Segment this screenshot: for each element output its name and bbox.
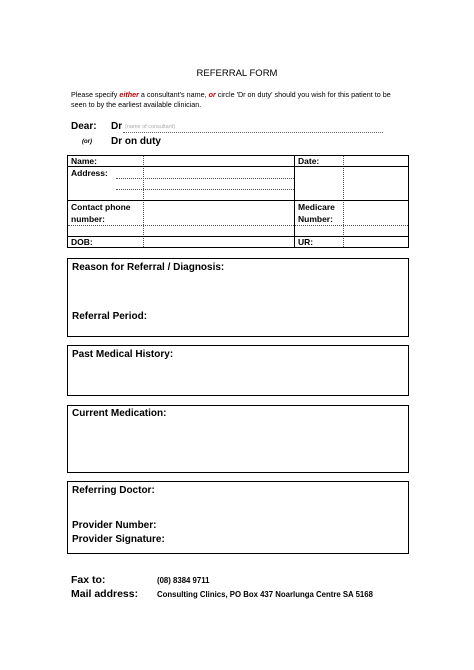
row-divider — [68, 225, 408, 226]
medication-section[interactable] — [67, 405, 409, 473]
contact-label-line1: Contact phone — [71, 202, 131, 212]
referral-period-label: Referral Period: — [72, 311, 148, 322]
reason-label: Reason for Referral / Diagnosis: — [72, 262, 225, 273]
mail-address: Consulting Clinics, PO Box 437 Noarlunga Centre SA 5168 — [157, 590, 373, 599]
past-history-section[interactable] — [67, 345, 409, 396]
address-label: Address: — [71, 168, 108, 178]
instruction-text-2: a consultant's name, — [138, 90, 209, 99]
mail-label: Mail address: — [71, 588, 139, 600]
row-divider — [68, 236, 408, 237]
medicare-label-line2: Number: — [298, 214, 333, 224]
instruction-text-3: circle 'Dr on duty' should you wish for this patient to be seen to by the earliest available clinician. — [71, 90, 391, 109]
instruction-text-1: Please specify — [71, 90, 120, 99]
dr-label: Dr — [111, 121, 123, 132]
referring-doctor-section[interactable] — [67, 481, 409, 554]
patient-details-table — [67, 155, 409, 248]
address-line — [116, 178, 294, 179]
address-line — [116, 189, 294, 190]
ur-label: UR: — [298, 237, 314, 247]
medicare-label-line1: Medicare — [298, 202, 335, 212]
contact-label-line2: number: — [71, 214, 105, 224]
column-divider — [294, 156, 295, 247]
instruction-either: either — [119, 90, 139, 99]
fax-label: Fax to: — [71, 574, 106, 586]
consultant-name-field[interactable]: (name of consultant) — [123, 123, 383, 133]
row-divider — [68, 166, 408, 167]
referring-doctor-label: Referring Doctor: — [72, 485, 155, 496]
date-label: Date: — [298, 156, 320, 166]
instructions — [71, 90, 391, 110]
dob-label: DOB: — [71, 237, 93, 247]
provider-signature-label: Provider Signature: — [72, 534, 165, 545]
provider-number-label: Provider Number: — [72, 520, 157, 531]
form-title: REFERRAL FORM — [196, 68, 278, 79]
or-label: (or) — [82, 139, 92, 145]
dear-label: Dear: — [71, 121, 97, 132]
column-divider — [343, 156, 344, 247]
medication-label: Current Medication: — [72, 408, 167, 419]
row-divider — [68, 200, 408, 201]
fax-number: (08) 8384 9711 — [157, 576, 210, 585]
column-divider — [143, 156, 144, 247]
name-label: Name: — [71, 156, 97, 166]
past-history-label: Past Medical History: — [72, 349, 174, 360]
instruction-or: or — [208, 90, 216, 99]
reason-section[interactable] — [67, 258, 409, 337]
dr-on-duty-option[interactable]: Dr on duty — [111, 136, 161, 147]
